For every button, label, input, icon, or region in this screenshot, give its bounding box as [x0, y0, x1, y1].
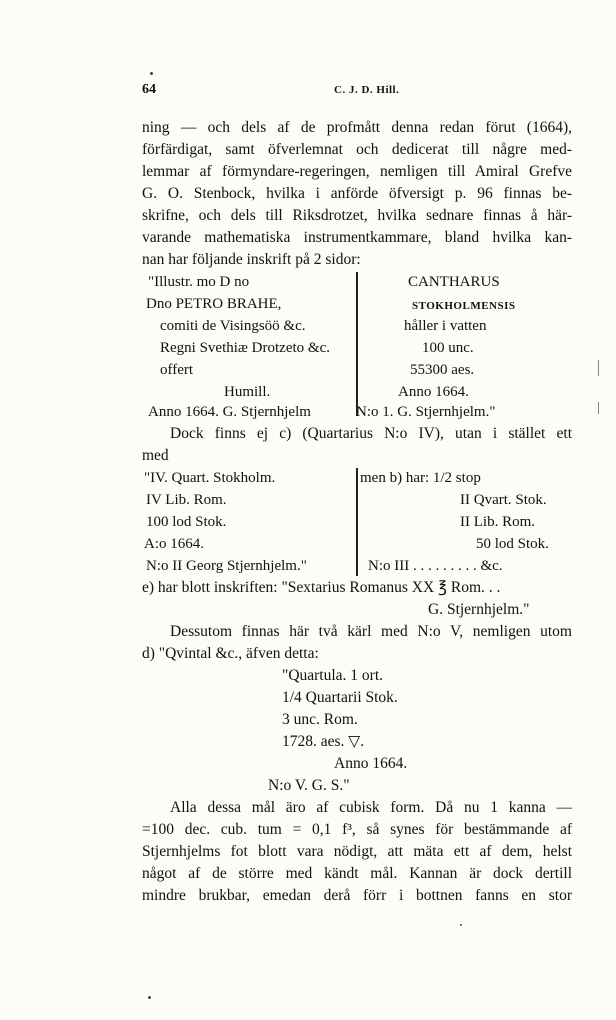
inscription-line: Humill. — [224, 384, 271, 400]
text-line: ning — och dels af de profmått denna redan förut (1664), — [142, 119, 572, 136]
inscription-line: Anno 1664. — [334, 755, 408, 772]
scan-speck — [460, 924, 462, 926]
inscription-table-2 — [142, 468, 572, 578]
scan-speck — [148, 996, 151, 999]
text-line: något af de större med kändt mål. Kannan är dock dertill — [142, 865, 572, 882]
inscription-line: N:o III . . . . . . . . . &c. — [368, 558, 503, 574]
inscription-line: comiti de Visingsöö &c. — [160, 318, 306, 334]
inscription-line: N:o 1. G. Stjernhjelm." — [356, 404, 496, 420]
text-line: G. Stjernhjelm." — [428, 601, 530, 618]
page-header — [142, 82, 572, 102]
inscription-line: "IV. Quart. Stokholm. — [144, 470, 276, 486]
inscription-line: II Lib. Rom. — [460, 514, 535, 530]
text-line: =100 dec. cub. tum = 0,1 f³, så synes för bestämmande af — [142, 821, 572, 838]
inscription-line: 3 unc. Rom. — [282, 711, 358, 728]
text-line: nan har följande inskrift på 2 sidor: — [142, 251, 361, 268]
inscription-line: N:o V. G. S." — [268, 777, 350, 794]
inscription-line: CANTHARUS — [408, 274, 500, 290]
text-line: Dock finns ej c) (Quartarius N:o IV), utan i stället ett — [170, 425, 572, 442]
text-line: mindre brukbar, emedan derå förr i bottnen fanns en stor — [142, 887, 572, 904]
text-line: med — [142, 447, 169, 464]
text-line: förfärdigat, samt öfverlemnat och dedicerat till någre med- — [142, 141, 572, 158]
column-divider — [356, 272, 358, 416]
inscription-line: men b) har: 1/2 stop — [360, 470, 481, 486]
inscription-line: "Illustr. mo D no — [148, 274, 250, 290]
scan-speck — [150, 72, 153, 75]
text-line: d) "Qvintal &c., äfven detta: — [142, 645, 319, 662]
inscription-line: Regni Svethiæ Drotzeto &c. — [160, 340, 330, 356]
inscription-line: 55300 aes. — [410, 362, 475, 378]
inscription-line: 100 lod Stok. — [146, 514, 227, 530]
inscription-line: N:o II Georg Stjernhjelm." — [146, 558, 307, 574]
text-line: G. O. Stenbock, hvilka i anförde öfversigt p. 96 finnas be- — [142, 185, 572, 202]
inscription-table-1 — [142, 272, 572, 418]
inscription-line: Anno 1664. — [398, 384, 469, 400]
text-line: lemmar af förmyndare-regeringen, nemligen till Amiral Grefve — [142, 163, 572, 180]
inscription-line: offert — [160, 362, 194, 378]
inscription-line: håller i vatten — [404, 318, 487, 334]
text-line: Alla dessa mål äro af cubisk form. Då nu 1 kanna — — [170, 799, 572, 816]
running-title: C. J. D. Hill. — [334, 84, 400, 96]
inscription-line: 50 lod Stok. — [476, 536, 549, 552]
column-divider — [356, 468, 358, 576]
inscription-line: Anno 1664. G. Stjernhjelm — [148, 404, 311, 420]
text-line: Stjernhjelms fot blott vara nödigt, att mäta ett af dem, helst — [142, 843, 572, 860]
inscription-line: IV Lib. Rom. — [146, 492, 227, 508]
inscription-line: STOKHOLMENSIS — [412, 300, 516, 312]
inscription-line: II Qvart. Stok. — [460, 492, 547, 508]
page-edge-mark — [598, 360, 599, 376]
inscription-line: 100 unc. — [422, 340, 474, 356]
page-number: 64 — [142, 82, 156, 97]
inscription-line: "Quartula. 1 ort. — [282, 667, 384, 684]
text-line: varande mathematiska instrumentkammare, bland hvilka kan- — [142, 229, 572, 246]
text-line: Dessutom finnas här två kärl med N:o V, nemligen utom — [170, 623, 572, 640]
page-edge-mark — [598, 402, 599, 414]
inscription-line: Dno PETRO BRAHE, — [146, 296, 282, 312]
text-line: skrifne, och dels till Riksdrotzet, hvilka sednare finnas å här- — [142, 207, 572, 224]
inscription-line: A:o 1664. — [144, 536, 204, 552]
inscription-line: 1/4 Quartarii Stok. — [282, 689, 398, 706]
inscription-line: 1728. aes. ▽. — [282, 733, 365, 750]
text-line: e) har blott inskriften: "Sextarius Romanus XX ℥ Rom. . . — [142, 579, 501, 596]
